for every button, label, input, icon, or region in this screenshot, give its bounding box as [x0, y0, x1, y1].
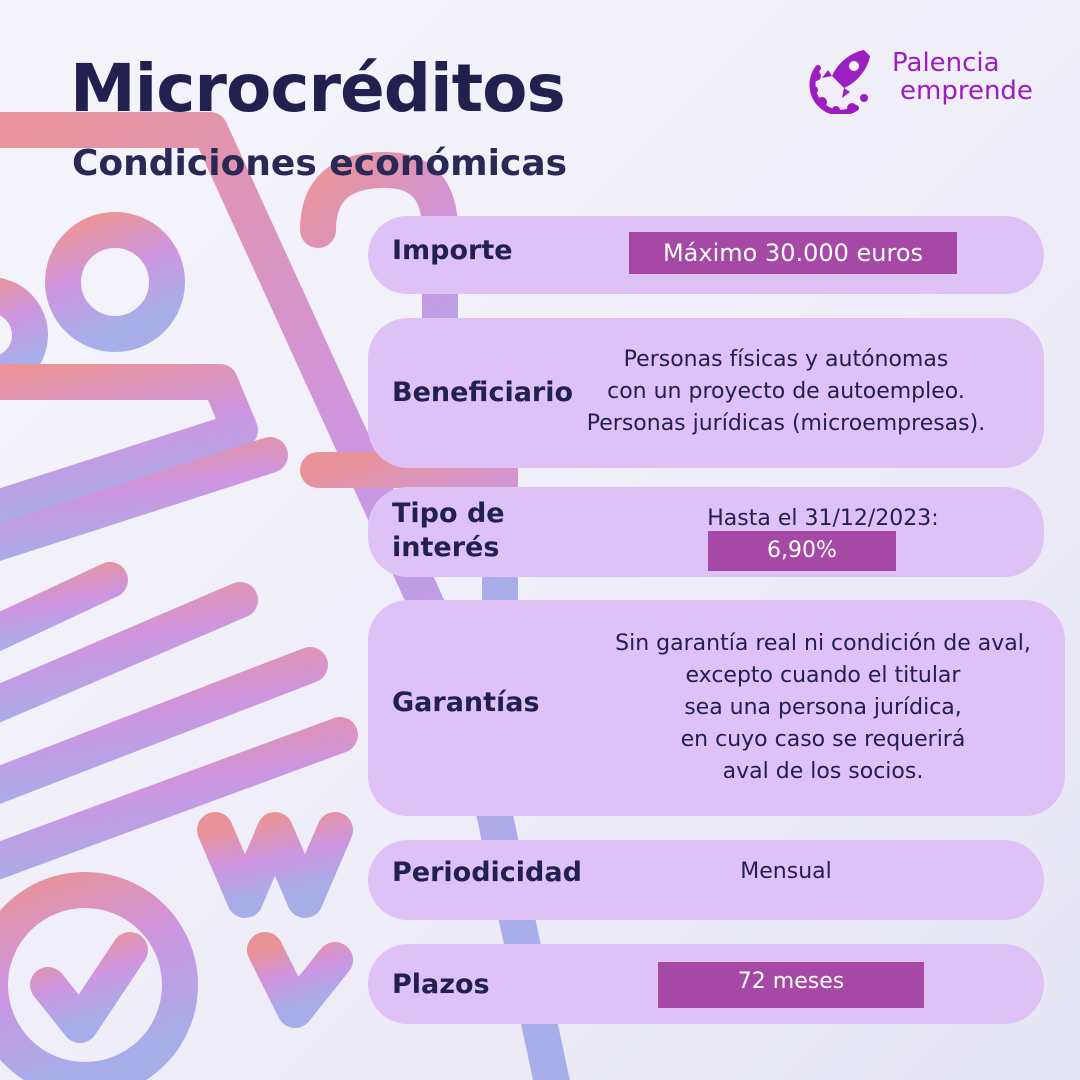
value-line: sea una persona jurídica, [684, 695, 962, 720]
value-line: en cuyo caso se requerirá [680, 727, 966, 752]
label-line: Tipo de [392, 498, 505, 529]
value-line: Personas jurídicas (microempresas). [586, 411, 986, 436]
logo-line-2: emprende [900, 76, 1033, 106]
card-beneficiario [368, 318, 1044, 468]
card-label [392, 497, 505, 565]
logo-line-1: Palencia [892, 48, 1000, 78]
value-line: Personas físicas y autónomas [623, 347, 949, 372]
highlight-value: 72 meses [658, 962, 924, 1008]
label-line: interés [392, 531, 500, 563]
highlight-value: 6,90% [708, 531, 896, 571]
card-periodicidad [368, 840, 1044, 920]
card-value: Mensual [740, 859, 832, 884]
page-subtitle: Condiciones económicas [72, 143, 568, 184]
card-label: Plazos [392, 969, 490, 1000]
card-garantias [368, 600, 1065, 816]
highlight-value: Máximo 30.000 euros [629, 232, 957, 274]
card-note: Hasta el 31/12/2023: [707, 506, 939, 531]
card-label: Importe [392, 235, 513, 266]
card-label: Periodicidad [392, 857, 582, 888]
card-label: Garantías [392, 687, 540, 718]
card-label: Beneficiario [392, 377, 574, 408]
card-value [576, 344, 996, 440]
palencia-emprende-logo [806, 44, 1056, 116]
value-line: con un proyecto de autoempleo. [607, 379, 965, 404]
card-tipo-interes [368, 487, 1044, 577]
page-title: Microcréditos [70, 50, 565, 127]
value-line: excepto cuando el titular [685, 663, 961, 688]
card-importe [368, 216, 1044, 294]
card-value [588, 628, 1058, 788]
value-line: aval de los socios. [722, 759, 924, 784]
rocket-icon [806, 46, 876, 114]
card-plazos [368, 944, 1044, 1024]
value-line: Sin garantía real ni condición de aval, [615, 631, 1031, 656]
